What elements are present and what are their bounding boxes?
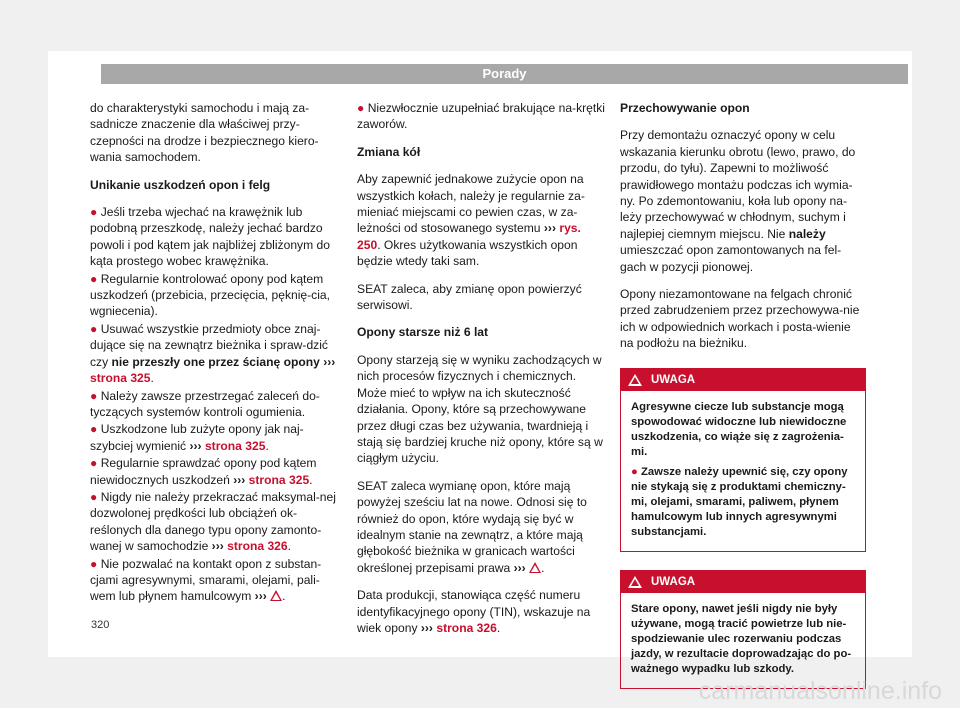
paragraph-text: Data produkcji, stanowiąca część numeru identyfikacyjnego opony (TIN), wskazuje na wiek opony <box>357 588 591 635</box>
warning-label: UWAGA <box>651 575 696 588</box>
page-reference-link[interactable]: strona 326 <box>436 620 497 635</box>
warning-label: UWAGA <box>651 373 696 386</box>
bullet-icon: ● <box>90 422 98 437</box>
warning-text: Stare opony, nawet jeśli nigdy nie były używane, mogą tracić powietrze lub nie-spodziewanie ulec rozerwaniu podczas jazdy, w rezultacie doprowadzając do po-ważnego wypadku lub szkody. <box>631 602 852 676</box>
bullet-icon: ● <box>90 489 98 504</box>
warning-header <box>621 571 865 593</box>
column-middle <box>357 100 607 647</box>
list-item <box>90 388 340 421</box>
heading-unikanie: Unikanie uszkodzeń opon i felg <box>90 177 271 192</box>
paragraph: SEAT zaleca, aby zmianę opon powierzyć serwisowi. <box>357 281 582 313</box>
warning-box <box>620 570 866 689</box>
list-item-text: Regularnie kontrolować opony pod kątem uszkodzeń (przebicia, przecięcia, pęknię-cia, wgniecenia). <box>90 271 330 319</box>
period-text: . <box>496 620 501 635</box>
column-left <box>90 100 340 606</box>
period-text: . <box>309 472 313 487</box>
list-item-text: Jeśli trzeba wjechać na krawężnik lub podobną przeszkodę, należy jechać bardzo powoli i pod kątem jak najbliżej zbliżonym do kąta prostego wobec krawężnika. <box>90 205 330 269</box>
section-header: Porady <box>101 64 908 84</box>
arrow-icon: ››› <box>323 354 336 369</box>
page-reference-link[interactable]: strona 326 <box>227 539 288 554</box>
list-item-text: Usuwać wszystkie przedmioty obce znaj-dujące się na zewnątrz bieżnika i spraw-dzić czy <box>90 321 328 369</box>
list-item-text: Uszkodzone lub zużyte opony jak naj-szybciej wymienić <box>90 422 304 453</box>
warning-icon <box>628 576 642 588</box>
intro-paragraph: do charakterystyki samochodu i mają za-sadnicze znaczenie dla właściwej przy-czepności na drodze i bezpiecznego kiero-wania samochodem. <box>90 101 319 165</box>
arrow-icon: ››› <box>513 560 526 575</box>
warning-triangle-icon[interactable] <box>529 562 541 573</box>
bullet-icon: ● <box>90 388 98 403</box>
period-text: . <box>265 438 269 453</box>
list-item <box>357 100 607 133</box>
period-text: . <box>287 539 292 554</box>
period-text: . <box>282 589 286 604</box>
list-item-text: Niezwłocznie uzupełniać brakujące na-krętki zaworów. <box>357 101 605 132</box>
bullet-icon: ● <box>90 271 98 286</box>
list-item <box>90 204 340 270</box>
warning-list-item <box>631 465 855 541</box>
page-reference-link[interactable]: strona 325 <box>204 438 266 453</box>
manual-page <box>48 51 912 676</box>
paragraph <box>357 171 607 269</box>
bullet-icon: ● <box>90 556 98 571</box>
paragraph-text: Przy demontażu oznaczyć opony w celu wskazania kierunku obrotu (lewo, prawo, do przodu, do tyłu). Zapewni to możliwość prawidłowego montażu podczas ich wymia-ny. Po zdemontowaniu, koła lub opony na-leży przechowywać w chłodnym, suchym i najlepiej ciemnym miejscu. Nie <box>620 128 856 241</box>
figure-reference-link[interactable]: rys. 250 <box>357 221 581 252</box>
paragraph <box>357 587 607 636</box>
paragraph: Opony niezamontowane na felgach chronić przed zabrudzeniem przez przechowywa-nie ich w odpowiednich workach i posta-wienie na podłożu na bieżniku. <box>620 287 860 351</box>
list-item <box>90 455 340 488</box>
emphasis-text: nie przeszły one przez ścianę opony <box>111 354 320 369</box>
arrow-icon: ››› <box>254 589 267 604</box>
list-item <box>90 556 340 605</box>
paragraph-text: umieszczać opon zamontowanych na fel-gach w pozycji pionowej. <box>620 243 842 274</box>
paragraph <box>357 478 607 576</box>
period-text: . <box>541 560 545 575</box>
page-number: 320 <box>91 619 110 631</box>
warning-header <box>621 369 865 391</box>
arrow-icon: ››› <box>233 472 246 487</box>
arrow-icon: ››› <box>543 221 556 236</box>
emphasis-text: należy <box>788 226 826 241</box>
paragraph-text: Aby zapewnić jednakowe zużycie opon na wszystkich kołach, należy je regularnie za-mieniać miejscami co pewien czas, w za-leżności od stosowanego systemu <box>357 172 585 236</box>
paragraph-text: SEAT zaleca wymianę opon, które mają powyżej sześciu lat na nowe. Odnosi się to również do opon, które wydają się być w idealnym stanie na zewnątrz, a które mają głębokość bieżnika w granicach wartości określonej przepisami prawa <box>357 478 587 575</box>
list-item-text: Nie pozwalać na kontakt opon z substan-cjami agresywnymi, smarami, olejami, pali-wem lub płynem hamulcowym <box>90 556 322 604</box>
bullet-icon: ● <box>90 321 98 336</box>
bullet-icon: ● <box>631 465 638 478</box>
page-reference-link[interactable]: strona 325 <box>90 371 151 386</box>
period-text: . <box>150 371 154 386</box>
heading-opony-starsze: Opony starsze niż 6 lat <box>357 325 489 340</box>
warning-body <box>621 593 865 688</box>
list-item <box>90 489 340 555</box>
list-item <box>90 421 340 454</box>
arrow-icon: ››› <box>420 620 433 635</box>
paragraph-text: . Okres użytkowania wszystkich opon będzie wtedy taki sam. <box>357 237 578 269</box>
arrow-icon: ››› <box>189 438 202 453</box>
column-right <box>620 100 866 707</box>
warning-triangle-icon[interactable] <box>270 590 282 601</box>
warning-text: Zawsze należy upewnić się, czy opony nie stykają się z produktami chemiczny-mi, olejami, smarami, paliwem, płynem hamulcowym lub innych agresywnymi substancjami. <box>631 465 848 539</box>
arrow-icon: ››› <box>211 539 224 554</box>
bullet-icon: ● <box>90 456 98 471</box>
list-item-text: Należy zawsze przestrzegać zaleceń do-tyczących systemów kontroli ogumienia. <box>90 388 320 419</box>
bullet-icon: ● <box>90 205 98 220</box>
bullet-icon: ● <box>357 101 365 115</box>
list-item-text: Nigdy nie należy przekraczać maksymal-nej dozwolonej prędkości lub obciążeń ok-reślonych dla danego typu opony zamonto-wanej w samochodzie <box>90 489 336 554</box>
list-item <box>90 321 340 387</box>
warning-text: Agresywne ciecze lub substancje mogą spowodować widoczne lub niewidoczne uszkodzenia, co wiąże się z zagrożenia-mi. <box>631 400 847 459</box>
paragraph <box>620 127 866 275</box>
heading-zmiana-kol: Zmiana kół <box>357 144 421 159</box>
warning-icon <box>628 374 642 386</box>
watermark: carmanualsonline.info <box>698 677 942 705</box>
list-item <box>90 271 340 320</box>
page-reference-link[interactable]: strona 325 <box>248 472 310 487</box>
list-item-text: Regularnie sprawdzać opony pod kątem niewidocznych uszkodzeń <box>90 456 317 487</box>
warning-box <box>620 368 866 552</box>
paragraph: Opony starzeją się w wyniku zachodzących w nich procesów fizycznych i chemicznych. Może mieć to wpływ na ich skuteczność działania. Opony, które są przechowywane przez długi czas bez używania, twardnieją i stają się bardziej kruche niż opony, które są w ciągłym użyciu. <box>357 352 603 466</box>
warning-body <box>621 391 865 551</box>
heading-przechowywanie: Przechowywanie opon <box>620 101 750 115</box>
